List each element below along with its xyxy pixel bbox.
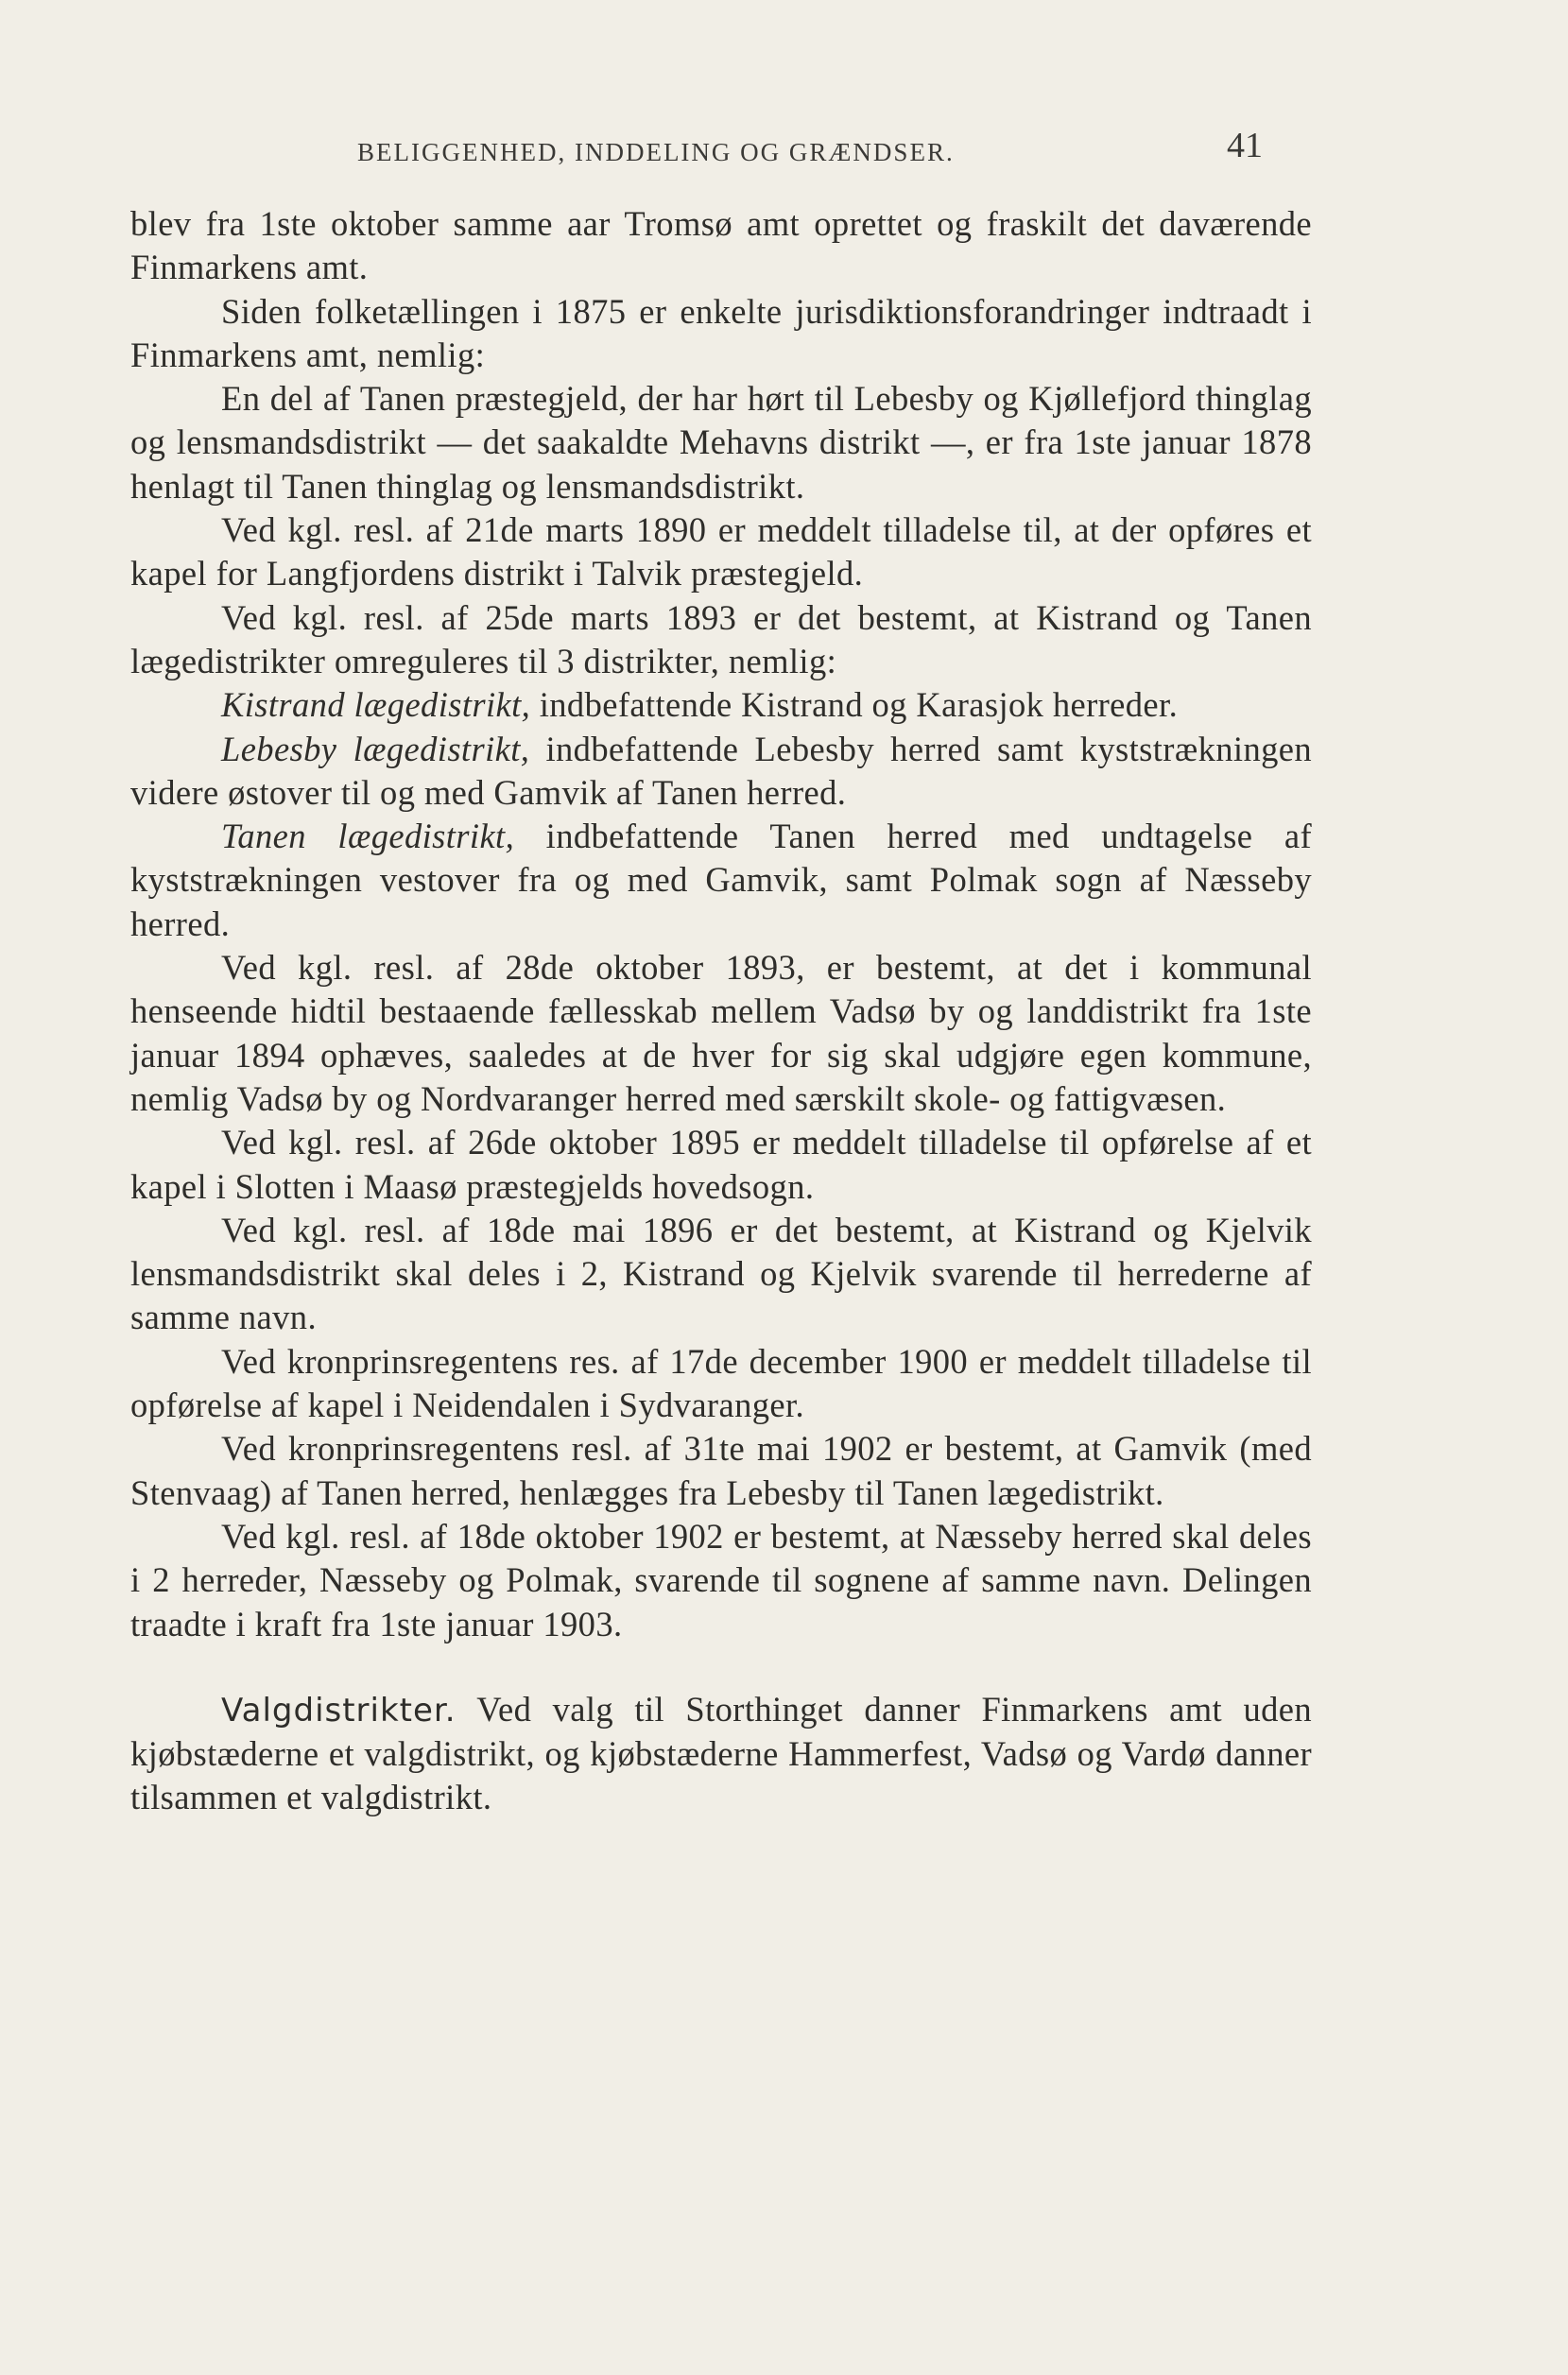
paragraph: [130, 1121, 1312, 1209]
paragraph-text: Ved kgl. resl. af 26de oktober 1895 er meddelt tilladelse til opførelse af et kapel i Slotten i Maasø præstegjelds hovedsogn.: [130, 1123, 1312, 1206]
paragraph-text: Ved kgl. resl. af 18de oktober 1902 er bestemt, at Næsseby herred skal deles i 2 herreder, Næsseby og Polmak, svarende til sognene af samme navn. Delingen traadte i kraft fra 1ste januar 1903.: [130, 1516, 1312, 1644]
section-lead: Valgdistrikter.: [221, 1691, 457, 1730]
paragraph-text: Ved valg til Storthinget danner Finmarkens amt uden kjøbstæderne et valgdistrikt, og kjøbstæderne Hammerfest, Vadsø og Vardø danner tilsammen et valgdistrikt.: [130, 1689, 1312, 1817]
paragraph: [130, 377, 1312, 508]
paragraph-text: indbefattende Kistrand og Karasjok herreder.: [530, 685, 1179, 725]
page-header: [140, 125, 1312, 181]
paragraph-text: Ved kronprinsregentens resl. af 31te mai 1902 er bestemt, at Gamvik (med Stenvaag) af Tanen herred, henlægges fra Lebesby til Tanen lægedistrikt.: [130, 1429, 1312, 1512]
paragraph: [130, 946, 1312, 1121]
paragraph-text: En del af Tanen præstegjeld, der har hørt til Lebesby og Kjøllefjord thinglag og lensmandsdistrikt — det saakaldte Mehavns distrikt —, er fra 1ste januar 1878 henlagt til Tanen thinglag og lensmandsdistrikt.: [130, 379, 1312, 506]
paragraph-text: Ved kgl. resl. af 18de mai 1896 er det bestemt, at Kistrand og Kjelvik lensmandsdistrikt skal deles i 2, Kistrand og Kjelvik svarende til herrederne af samme navn.: [130, 1210, 1312, 1337]
paragraph-text: Ved kgl. resl. af 28de oktober 1893, er bestemt, at det i kommunal henseende hidtil bestaaende fællesskab mellem Vadsø by og landdistrikt fra 1ste januar 1894 ophæves, saaledes at de hver for sig skal udgjøre egen kommune, nemlig Vadsø by og Nordvaranger herred med særskilt skole- og fattigvæsen.: [130, 948, 1312, 1118]
section-paragraph: [130, 1688, 1312, 1820]
paragraph: [130, 1515, 1312, 1646]
district-name: Tanen lægedistrikt,: [221, 817, 515, 856]
paragraph: [130, 508, 1312, 596]
paragraph: [130, 290, 1312, 378]
district-name: Kistrand lægedistrikt,: [221, 685, 531, 725]
paragraph-text: Ved kgl. resl. af 25de marts 1893 er det bestemt, at Kistrand og Tanen lægedistrikter omreguleres til 3 distrikter, nemlig:: [130, 597, 1312, 680]
paragraph: [130, 683, 1312, 727]
district-name: Lebesby lægedistrikt,: [221, 729, 530, 768]
running-title: BELIGGENHED, INDDELING OG GRÆNDSER.: [357, 138, 955, 166]
paragraph: [130, 728, 1312, 816]
paragraph: [130, 202, 1312, 290]
paragraph: [130, 1340, 1312, 1428]
paragraph-text: Ved kronprinsregentens res. af 17de december 1900 er meddelt tilladelse til opførelse af kapel i Neidendalen i Sydvaranger.: [130, 1341, 1312, 1425]
paragraph: [130, 1209, 1312, 1340]
paragraph: [130, 1427, 1312, 1515]
paragraph: [130, 596, 1312, 684]
paragraph-text: indbefattende Lebesby herred samt kyststrækningen videre østover til og med Gamvik af Tanen herred.: [130, 729, 1312, 812]
paragraph-text: indbefattende Tanen herred med undtagelse af kyststrækningen vestover fra og med Gamvik, samt Polmak sogn af Næsseby herred.: [130, 817, 1313, 943]
paragraph: [130, 815, 1312, 946]
paragraph-text: blev fra 1ste oktober samme aar Tromsø amt oprettet og fraskilt det daværende Finmarkens amt.: [130, 204, 1312, 287]
page-number: 41: [1227, 126, 1263, 165]
paragraph-text: Siden folketællingen i 1875 er enkelte jurisdiktionsforandringer indtraadt i Finmarkens amt, nemlig:: [130, 291, 1312, 374]
body-text: [130, 202, 1312, 1820]
paragraph-text: Ved kgl. resl. af 21de marts 1890 er meddelt tilladelse til, at der opføres et kapel for Langfjordens distrikt i Talvik præstegjeld.: [130, 510, 1312, 594]
